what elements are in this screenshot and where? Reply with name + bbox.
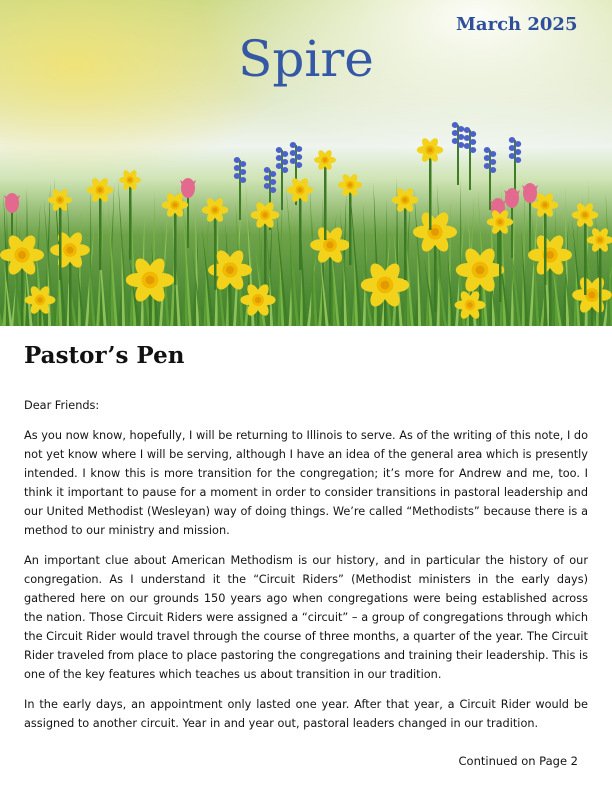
paragraph-3: In the early days, an appointment only lasted one year. After that year, a Circuit Rider would be assigned to another circuit. Year in and year out, pastoral leaders changed in our tradition. [24, 698, 588, 730]
paragraph-2: An important clue about American Methodism is our history, and in particular the history of our congregation. As I understand it the “Circuit Riders” (Methodist ministers in the early days) gathered here on our grounds 150 years ago when congregations were being established across the nation. Those Circuit Riders were assigned a “circuit” – a group of congregations through which the Circuit Rider would travel through the course of three months, a quarter of the year. The Circuit Rider traveled from place to place pastoring the congregations and training their leadership. This is one of the key features which teaches us about transition in our tradition. [24, 554, 588, 681]
header-image [0, 0, 612, 326]
article-body [24, 396, 588, 744]
continued-note: Continued on Page 2 [458, 754, 578, 768]
salutation: Dear Friends: [24, 399, 100, 412]
newsletter-title: Spire [238, 30, 374, 88]
issue-date: March 2025 [456, 14, 578, 35]
article-heading: Pastor’s Pen [24, 342, 185, 369]
paragraph-1: As you now know, hopefully, I will be returning to Illinois to serve. As of the writing of this note, I do not yet know where I will be serving, although I have an idea of the general area which is presently intended. I know this is more transition for the congregation; it’s more for Andrew and me, too. I think it important to pause for a moment in order to consider transitions in pastoral leadership and our United Methodist (Wesleyan) way of doing things. We’re called “Methodists” because there is a method to our ministry and mission. [24, 429, 588, 537]
